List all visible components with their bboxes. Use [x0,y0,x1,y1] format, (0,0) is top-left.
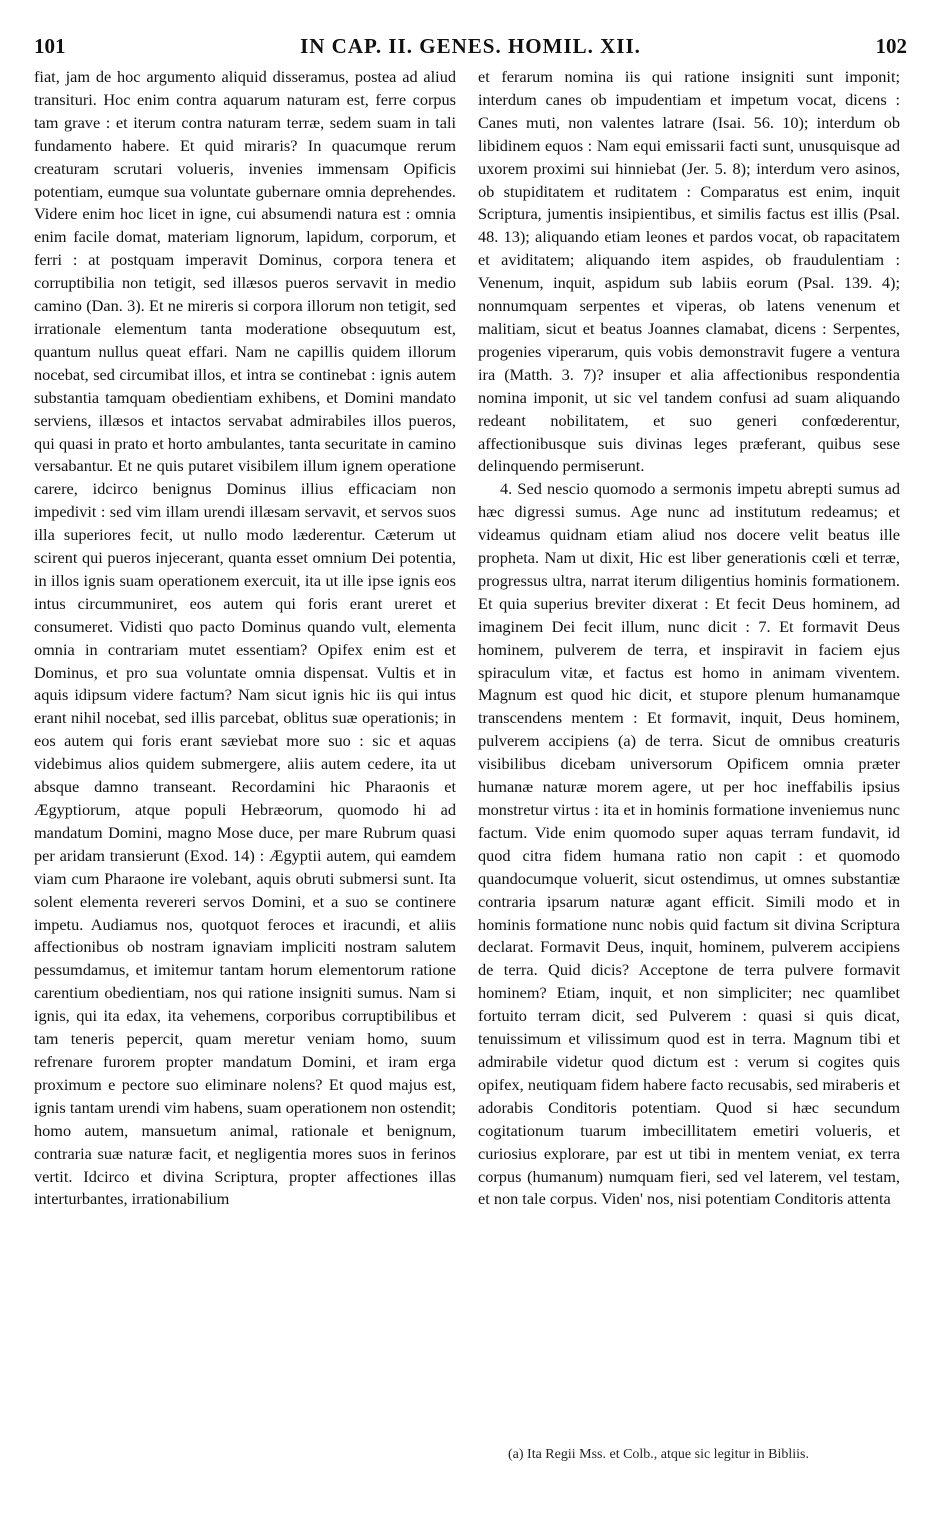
left-column-text: fiat, jam de hoc argumento aliquid disseramus, postea ad aliud transituri. Hoc enim contra aquarum naturam est, ferre corpus tam grave : et iterum contra naturam terræ, sedem suam in tali fundamento habere. Et quid miraris? In quacumque rerum creaturam scrutari volueris, invenies immensam Opificis potentiam, eumque sua voluntate gubernare omnia deprehendes. Videre enim hoc licet in igne, cui absumendi natura est : omnia enim facile domat, materiam lignorum, lapidum, corporum, et ferri : at postquam imperavit Dominus, corpora tenera et corruptibilia non tetigit, sed illæsos pueros servavit in medio camino (Dan. 3). Et ne mireris si corpora illorum non tetigit, sed irrationale elementum tanta moderatione obsequutum est, quantum nullus queat effari. Nam ne capillis quidem illorum nocebat, sed circumibat illos, et intra se continebat : ignis autem substantia tamquam obedientiam exhibens, et Domini mandato serviens, illæsos et intactos servabat admirabiles illos pueros, qui quasi in prato et horto ambulantes, tanta securitate in camino versabantur. Et ne quis putaret visibilem illum ignem operatione carere, idcirco benignus Dominus illius efficaciam non impedivit : sed vim illam urendi illæsam servavit, et servos suos illa superiores fecit, ut nullo modo læderentur. Cæterum ut scirent qui pueros injecerant, quanta esset omnium Dei potentia, in illos ignis suam operationem exercuit, ita ut ille ipse ignis eos intus circummuniret, eos autem qui foris erant ureret et consumeret. Vidisti quo pacto Dominus quando vult, elementa omnia in contrariam mutet essentiam? Opifex enim est et Dominus, et pro sua voluntate omnia dispensat. Vultis et in aquis idipsum videre factum? Nam sicut ignis hic iis qui intus erant nihil nocebat, sed illis parcebat, oblitus suæ operationis; in eos autem qui foris erant sæviebat more suo : sic et aquas videbimus alios quidem submergere, aliis autem cedere, ita ut absque damno transeant. Recordamini hic Pharaonis et Ægyptiorum, atque populi Hebræorum, quomodo hi ad mandatum Domini, magno Mose duce, per mare Rubrum quasi per aridam transierunt (Exod. 14) : Ægyptii autem, qui eamdem viam cum Pharaone ire volebant, aquis obruti submersi sunt. Ita solent elementa revereri servos Domini, et a suo se continere impetu. Audiamus nos, quotquot feroces et iracundi, et aliis affectionibus ob nostram ignaviam impliciti nostram salutem pessumdamus, et imitemur tantam horum elementorum ratione carentium obedientiam, nos qui ratione insigniti sumus. Nam si ignis, qui ita edax, ita vehemens, corporibus corruptibilibus et tam teneris pepercit, quam meretur veniam homo, suum refrenare furorem propter mandatum Domini, et iram erga proximum e pectore suo eliminare nolens? Et quod majus est, ignis tantam urendi vim habens, suam operationem non ostendit; homo autem, mansuetum animal, rationale et benignum, contraria suæ naturæ facit, et negligentia mores suos in ferinos vertit. Idcirco et divina Scriptura, propter affectiones illas interturbantes, irrationabilium [34,67,456,1209]
page-number-right: 102 [875,34,907,58]
right-column [478,66,900,1211]
running-header [0,34,941,64]
page-number-left: 101 [34,34,66,58]
footnote: (a) Ita Regii Mss. et Colb., atque sic legitur in Bibliis. [508,1447,809,1462]
running-title: IN CAP. II. GENES. HOMIL. XII. [300,34,641,58]
left-column [34,66,456,1211]
right-column-paragraph-1: et ferarum nomina iis qui ratione insigniti sunt imponit; interdum canes ob impudentiam et impetum vocat, dicens : Canes muti, non valentes latrare (Isai. 56. 10); interdum ob libidinem equos : Nam equi emissarii facti sunt, unusquisque ad uxorem proximi sui hinniebat (Jer. 5. 8); interdum vero asinos, ob stupiditatem et ruditatem : Comparatus est enim, inquit Scriptura, jumentis insipientibus, et similis factus est illis (Psal. 48. 13); aliquando etiam leones et pardos vocat, ob rapacitatem et aviditatem; aliquando item aspides, ob fraudulentiam : Venenum, inquit, aspidum sub labiis eorum (Psal. 139. 4); nonnumquam serpentes et viperas, ob latens venenum et malitiam, sicut et beatus Joannes clamabat, dicens : Serpentes, progenies viperarum, quis vobis demonstravit fugere a ventura ira (Matth. 3. 7)? insuper et alia affectionibus respondentia nomina imponit, ut sic vel tandem confusi ad suam aliquando redeant nobilitatem, et suo generi confœderentur, affectionibusque suis divinas leges præferant, quibus sese delinquendo permiserunt. [478,67,900,476]
right-column-paragraph-2: 4. Sed nescio quomodo a sermonis impetu abrepti sumus ad hæc digressi sumus. Age nunc ad institutum redeamus; et videamus quidnam etiam aliud nos docere velit beatus ille propheta. Nam ut dixit, Hic est liber generationis cœli et terræ, progressus ultra, narrat iterum diligentius hominis formationem. Et quia superius breviter dixerat : Et fecit Deus hominem, ad imaginem Dei fecit illum, nunc dicit : 7. Et formavit Deus hominem, pulverem de terra, et inspiravit in faciem ejus spiraculum vitæ, et factus est homo in animam viventem. Magnum est quod hic dicit, et stupore plenum humanamque transcendens mentem : Et formavit, inquit, Deus hominem, pulverem accipiens (a) de terra. Sicut de omnibus creaturis visibilibus dicebam universorum Opificem omnia præter humanæ naturæ morem agere, ut per hoc ineffabilis ipsius monstretur virtus : ita et in hominis formatione inveniemus nunc factum. Vide enim quomodo super aquas terram fundavit, id quod citra fidem humana ratio non capit : et quomodo quandocumque voluerit, sicut ostendimus, ut omnes substantiæ contraria ipsarum naturæ agant efficit. Simili modo et in hominis formatione nunc nobis quid factum sit divina Scriptura declarat. Formavit Deus, inquit, hominem, pulverem accipiens de terra. Quid dicis? Acceptone de terra pulvere formavit hominem? Etiam, inquit, et non simpliciter; nec quamlibet fortuito terram dicit, sed Pulverem : quasi si quis dicat, tenuissimum et vilissimum quod est in terra. Magnum tibi et admirabile videtur quod dictum est : verum si cogites quis opifex, neutiquam fidem habere facto recusabis, sed miraberis et adorabis Conditoris potentiam. Quod si hæc secundum cogitationum tuarum imbecillitatem emetiri volueris, et curiosius explorare, par est ut tibi in mentem veniat, ex terra corpus (humanum) numquam fieri, sed vel laterem, vel testam, et non tale corpus. Viden' nos, nisi potentiam Conditoris attenta [478,479,900,1209]
